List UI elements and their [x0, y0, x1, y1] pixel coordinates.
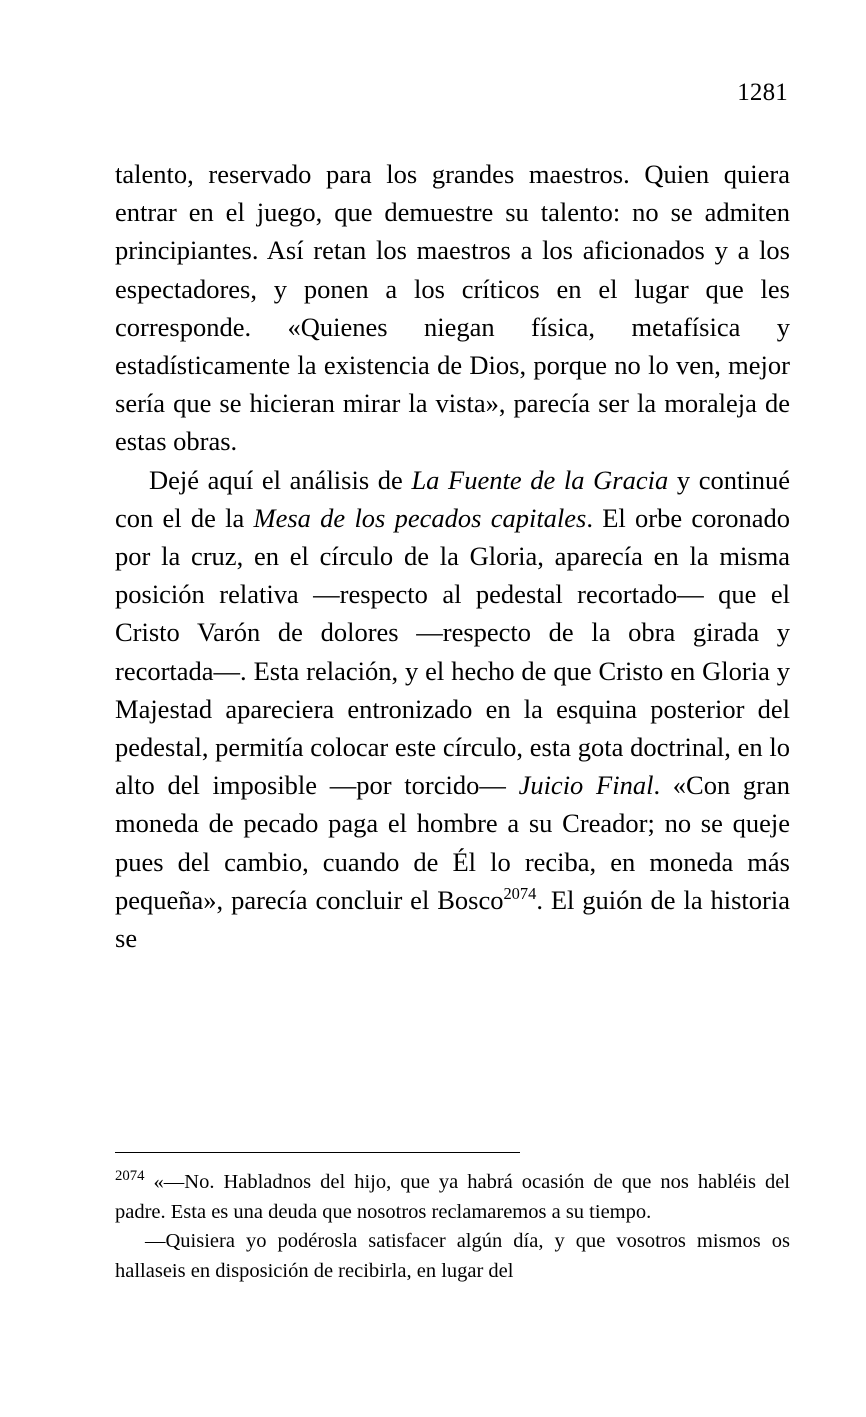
body-paragraph-2: [115, 461, 790, 958]
text-run-4: . «Con gran moneda de pecado paga el hombre a su Creador; no se queje pues del cambio, cuando de Él lo reciba, en moneda más pequeña», parecía concluir el Bosco: [115, 770, 790, 915]
title-fuente-de-la-gracia: La Fuente de la Gracia: [411, 464, 669, 495]
body-paragraph-1: talento, reservado para los grandes maestros. Quien quiera entrar en el juego, que demuestre su talento: no se admiten principiantes. Así retan los maestros a los aficionados y a los espectadores, y ponen a los críticos en el lugar que les corresponde. «Quienes niegan física, metafísica y estadísticamente la existencia de Dios, porque no lo ven, mejor sería que se hicieran mirar la vista», parecía ser la moraleja de estas obras.: [115, 159, 790, 457]
body-text-column: [115, 155, 790, 957]
text-run-1: Dejé aquí el análisis de: [149, 464, 412, 495]
footnote-paragraph-2: ―Quisiera yo podérosla satisfacer algún día, y que vosotros mismos os hallaseis en disposición de recibirla, en lugar del: [115, 1230, 790, 1282]
footnote-reference-2074[interactable]: 2074: [503, 884, 537, 904]
title-mesa-de-los-pecados-capitales: Mesa de los pecados capitales: [253, 502, 587, 533]
text-run-3: . El orbe coronado por la cruz, en el círculo de la Gloria, aparecía en la misma posición relativa ―respecto al pedestal recortado― que el Cristo Varón de dolores ―respecto de la obra girada y recortada―. Esta relación, y el hecho de que Cristo en Gloria y Majestad apareciera entronizado en la esquina posterior del pedestal, permitía colocar este círculo, esta gota doctrinal, en lo alto del imposible ―por torcido―: [115, 502, 790, 801]
footnote-block: [115, 1168, 790, 1286]
text-run-5: . El guión de la historia se: [115, 884, 790, 954]
footnote-paragraph-1: [115, 1168, 790, 1227]
page-number: 1281: [737, 79, 788, 106]
footnote-marker: 2074: [115, 1168, 145, 1185]
footnote-separator-rule: [115, 1152, 520, 1153]
text-run-2: y continué con el de la: [115, 464, 790, 533]
title-juicio-final: Juicio Final: [518, 770, 654, 801]
footnote-text-1: «―No. Habladnos del hijo, que ya habrá ocasión de que nos habléis del padre. Esta es una deuda que nosotros reclamaremos a su tiempo.: [115, 1171, 790, 1223]
